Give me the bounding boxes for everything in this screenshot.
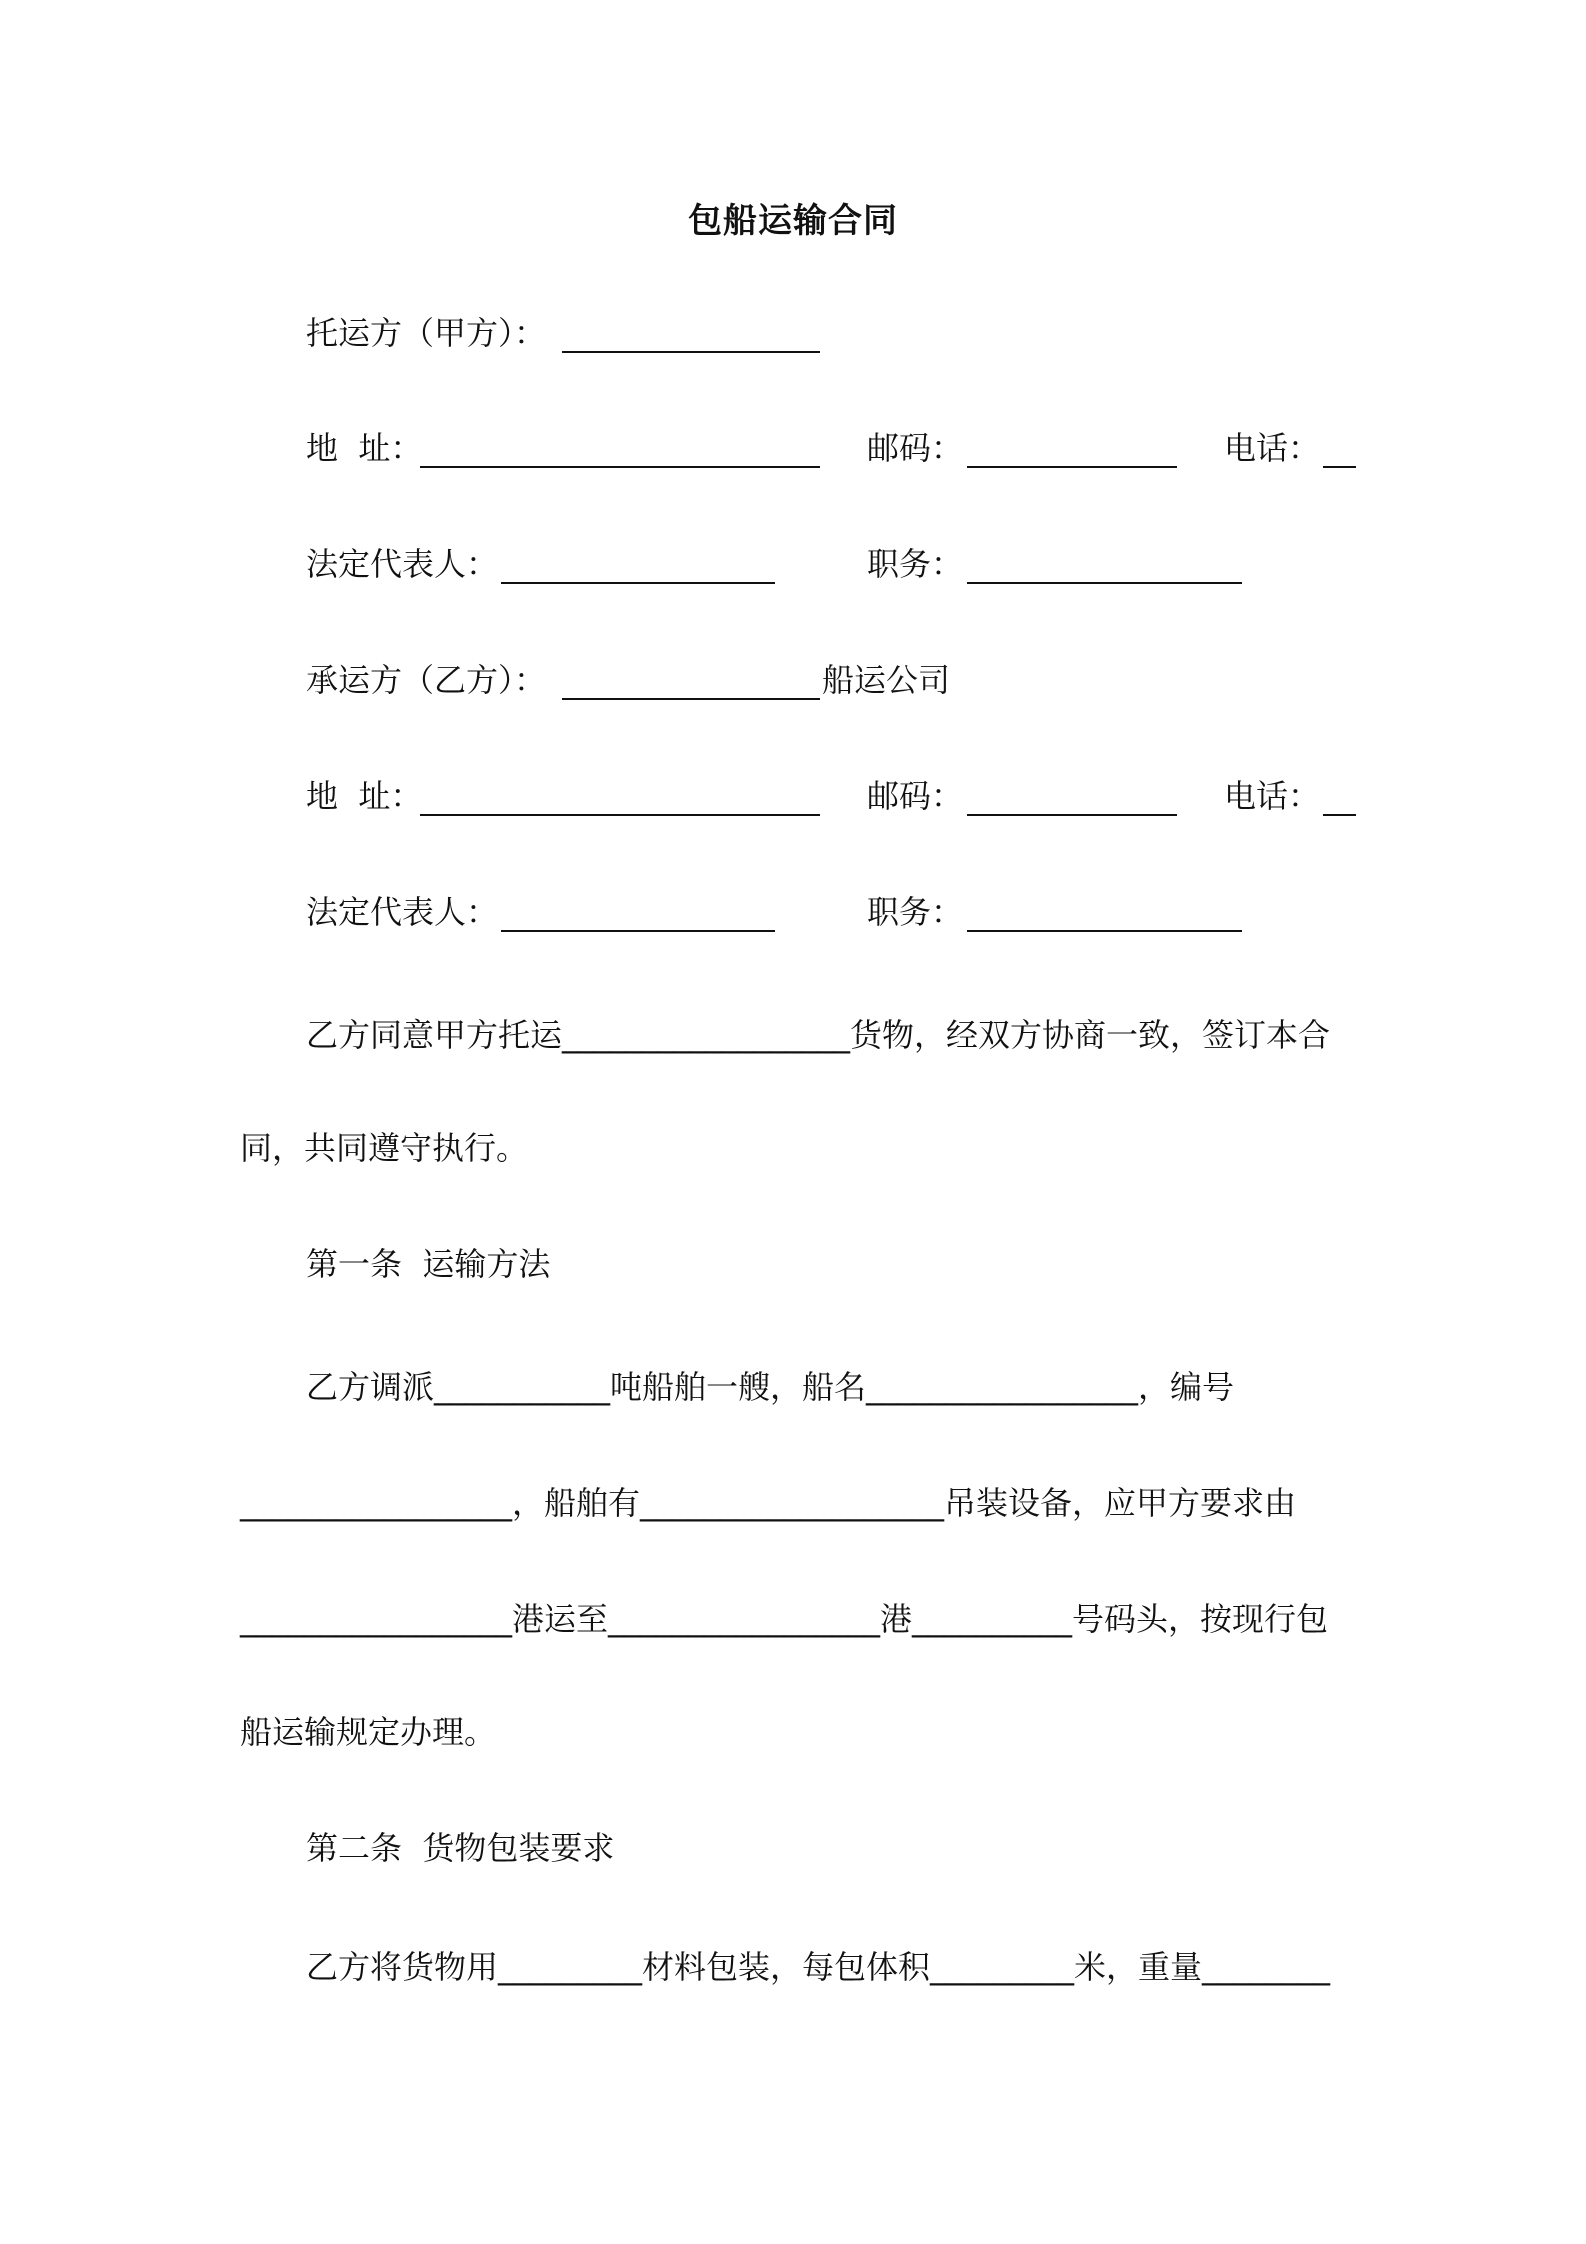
party-b-postcode-label: 邮码： (867, 777, 964, 815)
party-b-row (306, 658, 1306, 702)
packaging-material-blank[interactable]: _________ (498, 1948, 643, 1986)
party-a-address-label: 地 址： (306, 429, 423, 467)
party-b-phone-label: 电话： (1224, 777, 1321, 815)
party-b-label: 承运方（乙方）： (306, 661, 547, 699)
intro-line-2: 同，共同遵守执行。 (240, 1129, 529, 1167)
party-b-postcode-field[interactable] (967, 814, 1177, 816)
party-b-position-field[interactable] (967, 930, 1242, 932)
article-1-text: 港运至 (512, 1600, 609, 1638)
party-a-phone-field[interactable] (1323, 466, 1356, 468)
document-title: 包船运输合同 (688, 201, 898, 241)
dock-number-blank[interactable]: __________ (912, 1600, 1073, 1638)
party-a-address-row (306, 426, 1356, 470)
article-1-line-1 (306, 1365, 1234, 1409)
article-1-line-3 (240, 1597, 1328, 1641)
party-b-name-field[interactable] (562, 698, 820, 700)
party-a-position-field[interactable] (967, 582, 1242, 584)
article-1-line-2 (240, 1481, 1296, 1525)
party-a-rep-field[interactable] (501, 582, 775, 584)
party-b-phone-field[interactable] (1323, 814, 1356, 816)
article-1-heading: 第一条 运输方法 (306, 1245, 551, 1283)
party-a-rep-row (306, 542, 1306, 586)
lifting-equipment-blank[interactable]: ___________________ (640, 1484, 945, 1522)
party-b-rep-field[interactable] (501, 930, 775, 932)
article-1-text: ，编号 (1138, 1368, 1235, 1406)
article-1-text: 号码头，按现行包 (1072, 1600, 1329, 1638)
intro-cargo-blank[interactable]: __________________ (562, 1016, 851, 1054)
party-a-label: 托运方（甲方）： (306, 314, 547, 352)
party-b-position-label: 职务： (867, 893, 964, 931)
tonnage-blank[interactable]: ___________ (434, 1368, 611, 1406)
party-a-postcode-field[interactable] (967, 466, 1177, 468)
party-b-address-label: 地 址： (306, 777, 423, 815)
package-volume-blank[interactable]: _________ (930, 1948, 1075, 1986)
article-1-text: ，船舶有 (512, 1484, 641, 1522)
party-a-row (306, 311, 1306, 355)
article-2-text: 乙方将货物用 (306, 1948, 499, 1986)
party-b-rep-label: 法定代表人： (306, 893, 499, 931)
article-1-text: 港 (880, 1600, 913, 1638)
party-a-postcode-label: 邮码： (867, 429, 964, 467)
article-2-heading: 第二条 货物包装要求 (306, 1829, 615, 1867)
party-b-suffix: 船运公司 (822, 661, 951, 699)
party-b-address-row (306, 774, 1356, 818)
party-a-rep-label: 法定代表人： (306, 545, 499, 583)
destination-port-blank[interactable]: _________________ (608, 1600, 881, 1638)
article-1-text: 吨船舶一艘，船名 (610, 1368, 867, 1406)
intro-line-1 (306, 1013, 1330, 1057)
party-a-position-label: 职务： (867, 545, 964, 583)
party-a-name-field[interactable] (562, 351, 820, 353)
article-1-text: 乙方调派 (306, 1368, 435, 1406)
ship-number-blank[interactable]: _________________ (240, 1484, 512, 1522)
package-weight-blank[interactable]: ________ (1202, 1948, 1331, 1986)
article-2-text: 米，重量 (1074, 1948, 1203, 1986)
party-b-address-field[interactable] (420, 814, 820, 816)
article-1-line-4: 船运输规定办理。 (240, 1713, 497, 1751)
party-a-phone-label: 电话： (1224, 429, 1321, 467)
intro-text-a: 乙方同意甲方托运 (306, 1016, 563, 1054)
article-2-line-1 (306, 1945, 1330, 1989)
party-a-address-field[interactable] (420, 466, 820, 468)
article-1-text: 吊装设备，应甲方要求由 (944, 1484, 1297, 1522)
ship-name-blank[interactable]: _________________ (866, 1368, 1139, 1406)
party-b-rep-row (306, 890, 1306, 934)
intro-text-b: 货物，经双方协商一致，签订本合 (850, 1016, 1331, 1054)
origin-port-blank[interactable]: _________________ (240, 1600, 512, 1638)
article-2-text: 材料包装，每包体积 (642, 1948, 931, 1986)
